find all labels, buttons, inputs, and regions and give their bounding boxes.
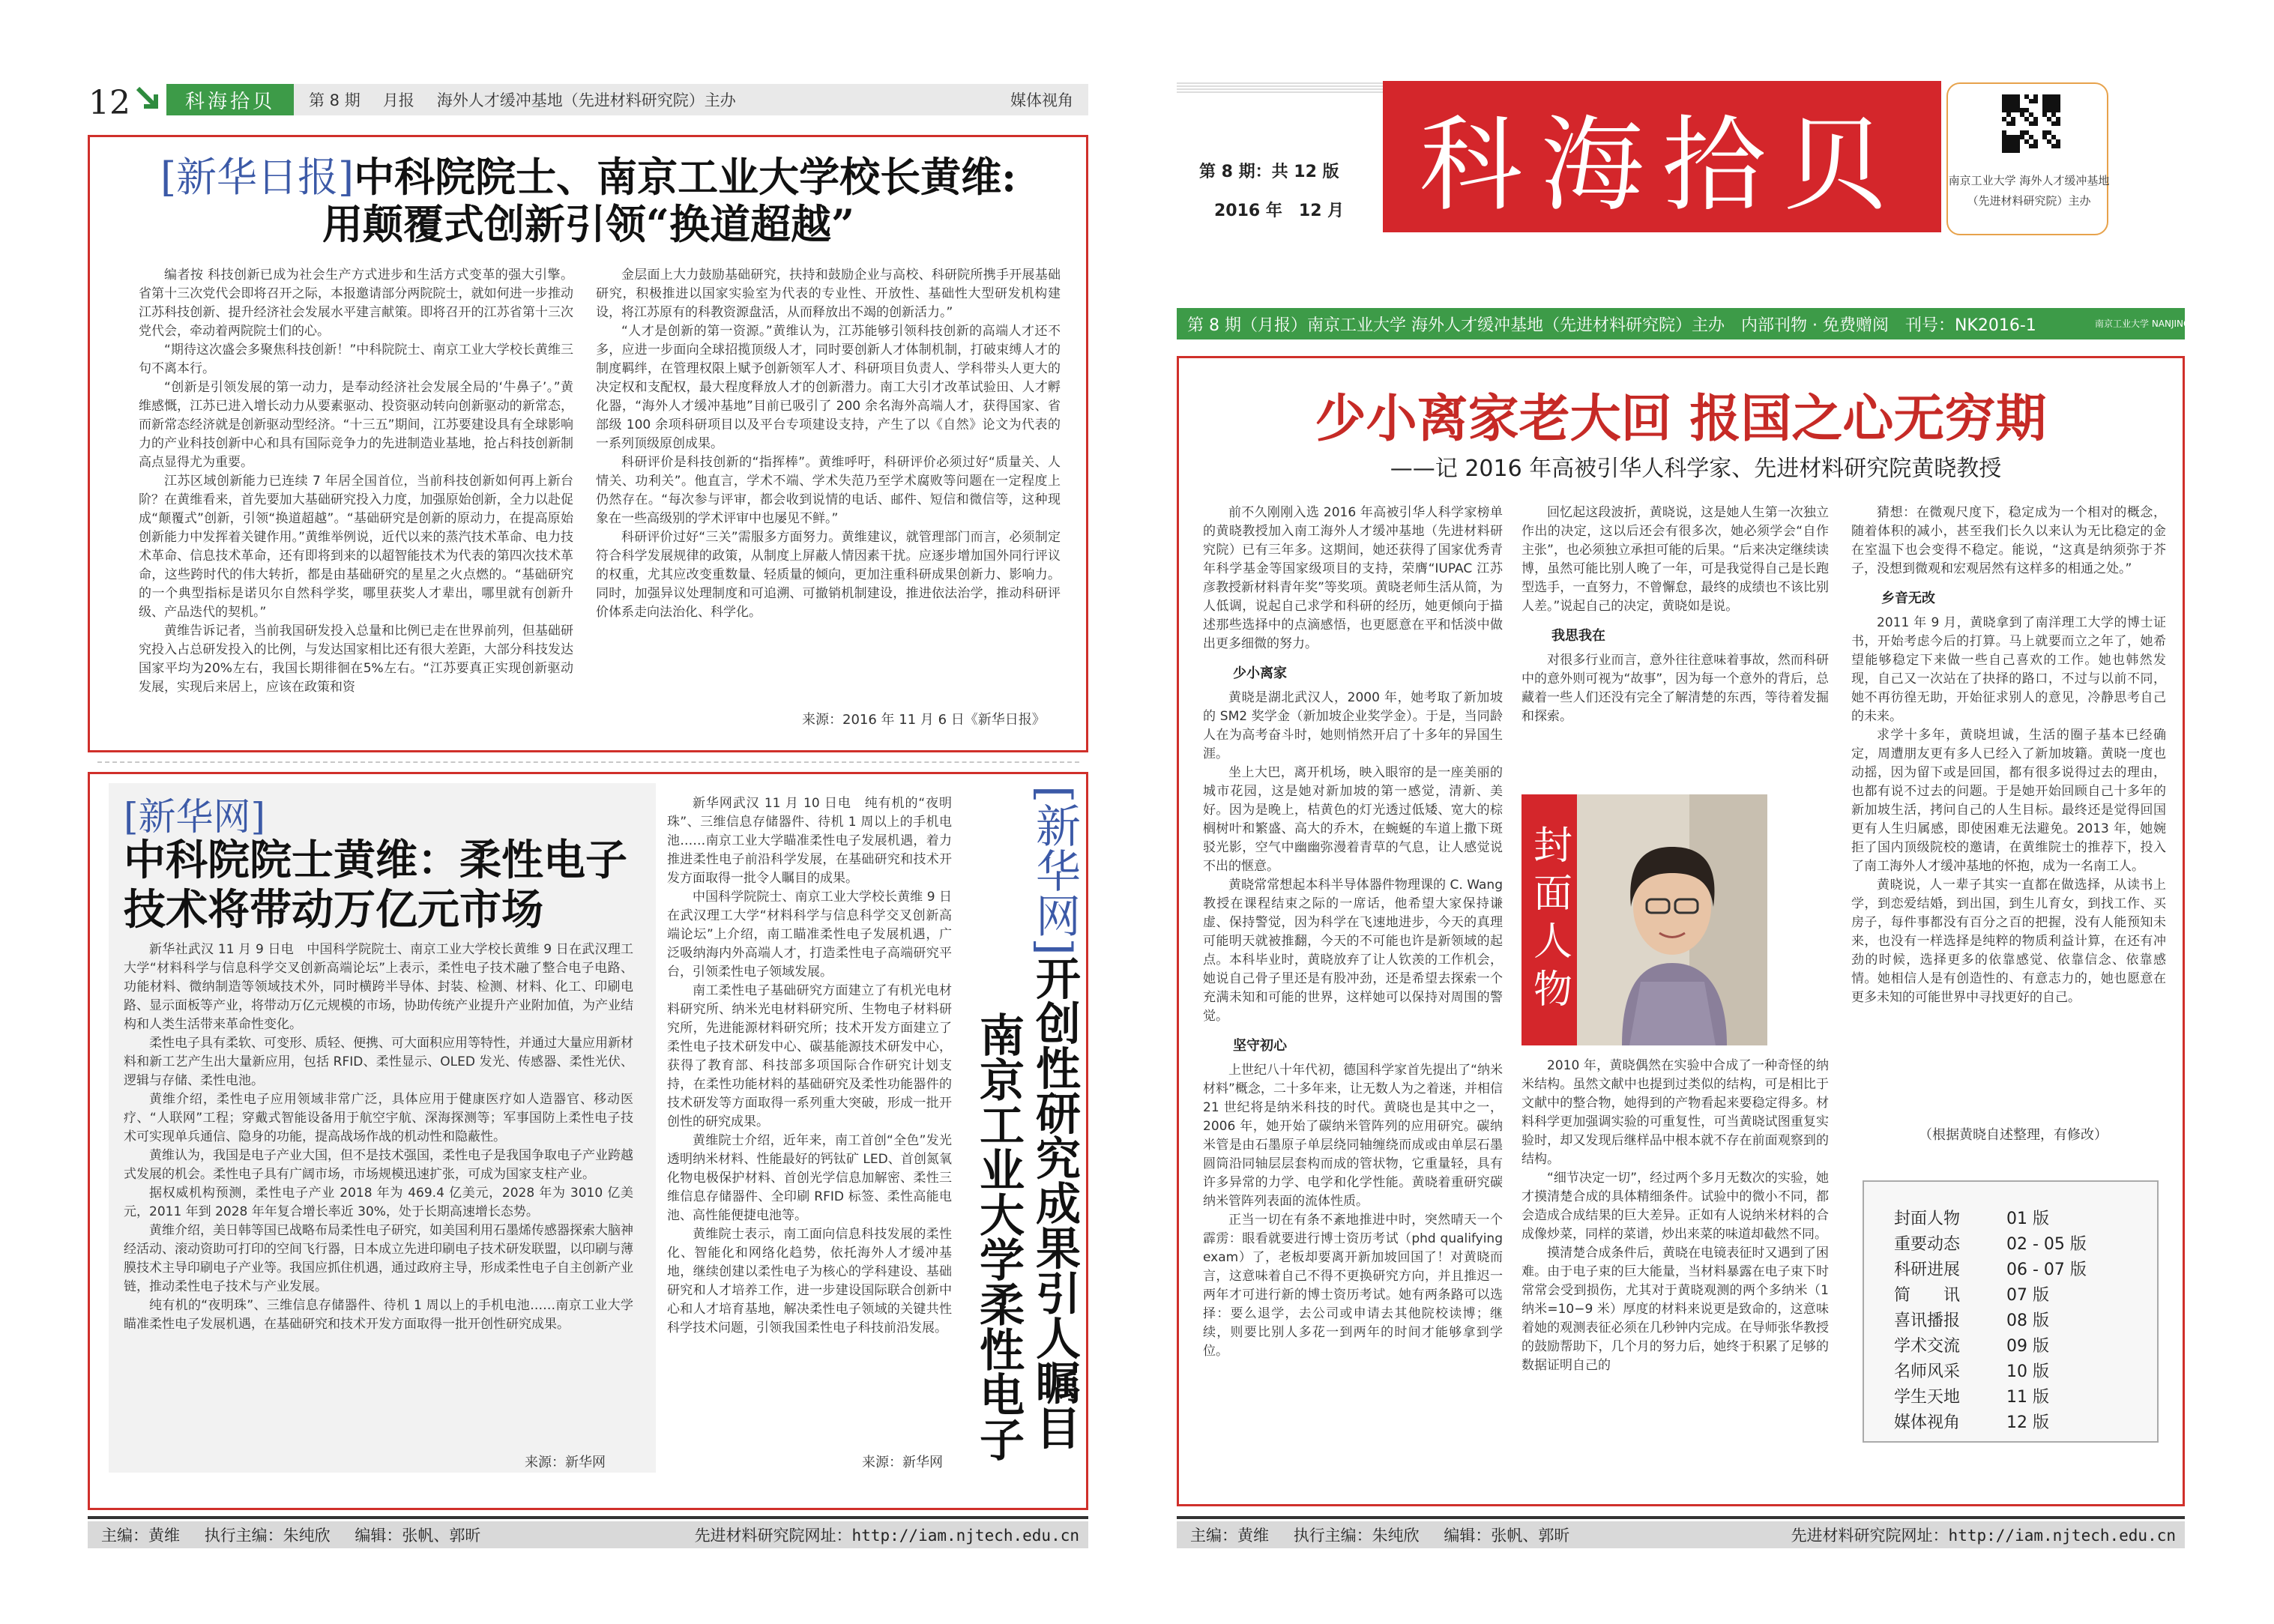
article1-col2 xyxy=(596,266,1061,701)
paragraph: “创新是引领发展的第一动力，是奉动经济社会发展全局的‘牛鼻子’。”黄维感慨，江苏已进入增长动力从要素驱动、投资驱动转向创新驱动的新常态，而新常态经济就是创新驱动型经济。“十三五”期间，江苏要建设具有全球影响力的产业科技创新中心和具有国际竞争力的先进制造业基地，抢占科技创新制高点显得尤为重要。 xyxy=(139,380,573,470)
footer-rule xyxy=(1177,1516,2185,1519)
footer-website: 先进材料研究院网址：http://iam.njtech.edu.cn xyxy=(694,1527,1079,1545)
paragraph: 科研评价过好“三关”需服多方面努力。黄维建议，就管理部门而言，必须制定符合科学发展规律的政策，从制度上屏蔽人情因素干扰。应逐步增加国外同行评议的权重，尤其应改变重数量、轻质量的倾向，更加注重科研成果创新力、影响力。同时，加强异议处理制度和可追溯、可撤销机制建设，推进依法治学，推动科研评价体系走向法治化、科学化。 xyxy=(596,530,1061,620)
paragraph: 中国科学院院士、南京工业大学校长黄维 9 日在武汉理工大学“材料科学与信息科学交叉创新高端论坛”上介绍，南工瞄准柔性电子发展机遇，广泛吸纳海内外高端人才，打造柔性电子高端研究平台，引领柔性电子领域发展。 xyxy=(667,890,952,979)
footer-editors xyxy=(1190,1524,1589,1546)
vtitle-text-2: 南京工业大学柔性电子 xyxy=(972,1012,1025,1461)
paragraph: 摸清楚合成条件后，黄晓在电镜表征时又遇到了困难。由于电子束的巨大能量，当材料暴露在电子束下时常常会受到损伤，尤其对于黄晓观测的两个多纳米（1 纳米=10−9 米）厚度的材料来说更是致命的，这意味着她的观测表征必须在几秒钟内完成。在导师张华教授的鼓励帮助下，几个月的努力后，她终于积累了足够的数据证明自己的 xyxy=(1521,1246,1829,1373)
article2-vtitle-col1 xyxy=(1028,785,1081,1467)
paragraph: 前不久刚刚入选 2016 年高被引华人科学家榜单的黄晓教授加入南工海外人才缓冲基地（先进材料研究院）已有三年多。这期间，她还获得了国家优秀青年科学基金等国家级项目的支持，荣膺“IUPAC 江苏彦教授新材料青年奖”等奖项。黄晓老师生活从简，为人低调，说起自己求学和科研的经历，她更倾向于描述那些选择中的点滴感悟，也更愿意在平和恬淡中做出更多细微的努力。 xyxy=(1203,505,1503,651)
vtitle-tag: [新华网] xyxy=(1028,785,1081,956)
toc-section-name: 学生天地 xyxy=(1894,1388,1961,1407)
toc-pages: 07 版 xyxy=(2006,1286,2049,1305)
toc-section-name: 喜讯播报 xyxy=(1894,1311,1961,1330)
paragraph: 科研评价是科技创新的“指挥棒”。黄维呼吁，科研评价必须过好“质量关、人情关、功利关”。他直言，学术不端、学术失范乃至学术腐败等问题在一定程度上仍然存在。“每次参与评审，都会收到说情的电话、邮件、短信和微信等，这种现象在一些高级别的学术评审中也屡见不鲜。” xyxy=(596,455,1061,526)
left-footer xyxy=(88,1521,1088,1548)
qr-caption-1: 南京工业大学 海外人才缓冲基地 xyxy=(1948,174,2110,187)
header-period: 月报 xyxy=(382,91,414,109)
paragraph: 江苏区域创新能力已连续 7 年居全国首位，当前科技创新如何再上新台阶？在黄维看来，首先要加大基础研究投入力度，加强原始创新，全力以赴促成“颠覆式”创新，引领“换道超越”。“基础研究是创新的原动力，在提高原始创新能力中发挥着关键作用。”黄维举例说，近代以来的蒸汽技术革命、电力技术革命、信息技术革命，还有即将到来的以超智能技术为代表的第四次技术革命，这些跨时代的伟大转折，都是由基础研究的星星之火点燃的。“基础研究的一个典型指标是诺贝尔自然科学奖，哪里获奖人才辈出，哪里就有创新升级、产品迭代的契机。” xyxy=(139,474,573,620)
section-heading: 少小离家 xyxy=(1233,665,1287,681)
paragraph: 黄维院士表示，南工面向信息科技发展的柔性化、智能化和网络化趋势，依托海外人才缓冲基地，继续创建以柔性电子为核心的学科建设、基础研究和人才培养工作，进一步建设国际联合创新中心和人才培育基地，解决柔性电子领域的关键共性科学技术问题，引领我国柔性电子科技前沿发展。 xyxy=(667,1227,952,1335)
left-page xyxy=(0,0,1124,1624)
paragraph: 新华社武汉 11 月 9 日电 中国科学院院士、南京工业大学校长黄维 9 日在武汉理工大学“材料科学与信息科学交叉创新高端论坛”上表示，柔性电子技术融了整合电子电路、功能材料、微纳制造等领域技术外，同时横跨半导体、封装、检测、材料、化工、印刷电路、显示面板等产业，将带动万亿元规模的市场，协助传统产业提升产业附加值，为产业结构和人类生活带来革命性变化。 xyxy=(124,942,633,1032)
toc-section-name: 名师风采 xyxy=(1894,1362,1961,1381)
paragraph: 回忆起这段波折，黄晓说，这是她人生第一次独立作出的决定，这以后还会有很多次，她必须学会“自作主张”，也必须独立承担可能的后果。“后来决定继续读博，虽然可能比别人晚了一年，可是我觉得自己是长跑型选手，一直努力，不曾懈怠，最终的成绩也不该比别人差。”说起自己的决定，黄晓如是说。 xyxy=(1521,505,1829,614)
toc-section-name: 简 讯 xyxy=(1894,1286,1961,1305)
paragraph: 2011 年 9 月，黄晓拿到了南洋理工大学的博士证书，开始考虑今后的打算。马上就要而立之年了，她希望能够稳定下来做一些自己喜欢的工作。她也韩然发现，自己又一次站在了抉择的路口，不过与以前不同，她不再彷徨无助，开始征求别人的意见，冷静思考自己的未来。 xyxy=(1851,615,2166,724)
toc-section-name: 重要动态 xyxy=(1894,1235,1961,1254)
header-issue: 第 8 期 xyxy=(309,91,361,109)
paragraph: 金层面上大力鼓励基础研究，扶持和鼓励企业与高校、科研院所携手开展基础研究，积极推进以国家实验室为代表的专业性、开放性、基础性大型研发机构建设，将江苏原有的科教资源盘活，从而释放出不竭的创新活力。” xyxy=(596,268,1061,320)
paragraph: 据权威机构预测，柔性电子产业 2018 年为 469.4 亿美元，2028 年为 3010 亿美元，2011 年到 2028 年年复合增长率近 30%，处于长期高速增长态势。 xyxy=(124,1186,633,1219)
toc-row[interactable] xyxy=(1894,1282,2049,1305)
feature-col3 xyxy=(1851,504,2166,1126)
article2-col1 xyxy=(124,941,633,1458)
feature-source: （根据黄晓自述整理，有修改） xyxy=(1919,1127,2108,1143)
article2-tag-text: [新华网] xyxy=(124,795,266,839)
paragraph: 对很多行业而言，意外往往意味着事故，然而科研中的意外则可视为“故事”，因为每一个意外的背后，总藏着一些人们还没有完全了解清楚的东西，等待着发掘和探索。 xyxy=(1521,653,1829,724)
toc-pages: 08 版 xyxy=(2006,1311,2049,1330)
portrait-photo xyxy=(1577,794,1767,1045)
article1-source: 来源：2016 年 11 月 6 日《新华日报》 xyxy=(802,712,1046,728)
footer-exec-editor: 执行主编：朱纯欣 xyxy=(1293,1527,1420,1545)
article1-title xyxy=(105,154,1072,247)
feature-col2-bottom xyxy=(1521,1057,1829,1485)
stripe-decor xyxy=(1177,82,1383,93)
article2-source-tag xyxy=(124,787,265,841)
toc-pages: 01 版 xyxy=(2006,1210,2049,1228)
paragraph: 黄晓常常想起本科半导体器件物理课的 C. Wang 教授在课程结束之际的一席话，他希望大家保持谦虚、保持警觉，因为科学在飞速地进步，今天的真理可能明天就被推翻，今天的不可能也许是新领域的起点。本科毕业时，黄晓放弃了让人钦羡的工作机会，她说自己骨子里还是有股冲劲，还是希望去探索一个充满未知和可能的世界，这样她可以保持对周围的警觉。 xyxy=(1203,878,1503,1024)
section-heading: 乡音无改 xyxy=(1881,591,1935,606)
article2-title: 中科院院士黄维：柔性电子技术将带动万亿元市场 xyxy=(124,836,627,935)
masthead: 科海拾贝 xyxy=(1383,81,1941,232)
paragraph: 黄晓是湖北武汉人，2000 年，她考取了新加坡的 SM2 奖学金（新加坡企业奖学金）。于是，当同龄人在为高考奋斗时，她则悄然开启了十多年的异国生涯。 xyxy=(1203,690,1503,761)
toc-pages: 02 - 05 版 xyxy=(2006,1235,2087,1254)
footer-editor: 主编：黄维 xyxy=(101,1527,180,1545)
cover-tag: 封面人物 xyxy=(1521,794,1577,1045)
date-line: 2016 年 12 月 xyxy=(1214,202,1345,220)
header-sponsor: 海外人才缓冲基地（先进材料研究院）主办 xyxy=(436,91,736,109)
issue-line: 第 8 期：共 12 版 xyxy=(1199,163,1339,181)
university-logo: 南京工业大学 NANJING TECH UNIVERSITY xyxy=(2095,318,2274,329)
header-logo: 科海拾贝 xyxy=(166,84,294,115)
toc-row[interactable] xyxy=(1894,1257,2087,1280)
feature-col1 xyxy=(1203,504,1503,1485)
page-number: 12 xyxy=(88,84,130,122)
article1-title-line2: 用颠覆式创新引领“换道超越” xyxy=(322,200,855,248)
paragraph: “细节决定一切”，经过两个多月无数次的实验，她才摸清楚合成的具体精细条件。试验中的微小不同，都会造成合成结果的巨大差异。正如有人说纳米材料的合成像炒菜，同样的菜谱，炒出来菜的味道却截然不同。 xyxy=(1521,1171,1829,1242)
paragraph: “期待这次盛会多聚焦科技创新！”中科院院士、南京工业大学校长黄维三句不离本行。 xyxy=(139,342,573,376)
paragraph: 黄维告诉记者，当前我国研发投入总量和比例已走在世界前列，但基础研究投入占总研发投入的比例，与发达国家相比还有很大差距，大部分科技发达国家平均为20%左右，我国长期徘徊在5%左右。“江苏要真正实现创新驱动发展，实现后来居上，应该在政策和资 xyxy=(139,624,573,695)
feature-headline: 少小离家老大回 报国之心无穷期 xyxy=(1315,389,2047,449)
toc-section-name: 学术交流 xyxy=(1894,1337,1961,1356)
right-footer xyxy=(1177,1521,2185,1548)
toc-pages: 12 版 xyxy=(2006,1413,2049,1432)
toc-pages: 06 - 07 版 xyxy=(2006,1261,2087,1279)
toc-section-name: 科研进展 xyxy=(1894,1261,1961,1279)
footer-website: 先进材料研究院网址：http://iam.njtech.edu.cn xyxy=(1791,1527,2176,1545)
qr-caption-2: （先进材料研究院）主办 xyxy=(1967,194,2091,208)
portrait-image xyxy=(1577,794,1767,1045)
qr-card xyxy=(1946,82,2108,235)
paragraph: 黄维院士介绍，近年来，南工首创“全色”发光透明纳米材料、性能最好的钙钛矿 LED、首创氮氧化物电极保护材料、首创光学信息加解密、柔性三维信息存储器件、全印刷 RFID 标签、柔性高能电池、高性能便捷电池等。 xyxy=(667,1133,952,1223)
paragraph: 黄维介绍，美日韩等国已战略布局柔性电子研究，如美国利用石墨烯传感器探索大脑神经活动、滚动资助可打印的空间飞行器，日本成立先进印刷电子技术研发联盟，以印刷与薄膜技术主导印刷电子产业等。我国应抓住机遇，通过政府主导，形成柔性电子自主创新产业链，推动柔性电子技术与产业发展。 xyxy=(124,1223,633,1294)
paragraph: 上世纪八十年代初，德国科学家首先提出了“纳米材料”概念，二十多年来，让无数人为之着迷，并相信 21 世纪将是纳米科技的时代。黄晓也是其中之一，2006 年，她开始了碳纳米管阵列的应用研究。碳纳米管是由石墨原子单层绕同轴缠绕而成或由单层石墨圆筒沿同轴层层套构而成的管状物，它重量轻，具有许多异常的力学、电学和化学性能。黄晓着重研究碳纳米管阵列表面的流体性质。 xyxy=(1203,1063,1503,1209)
vtitle-text-1: 开创性研究成果引人瞩目 xyxy=(1028,955,1081,1450)
feature-col2-top xyxy=(1521,504,1829,788)
paragraph: 编者按 科技创新已成为社会生产方式进步和生活方式变革的强大引擎。省第十三次党代会即将召开之际，本报邀请部分两院院士，就如何进一步推动江苏科技创新、提升经济社会发展水平建言献策。即将召开的江苏省第十三次党代会，牵动着两院院士们的心。 xyxy=(139,268,573,339)
article2-col2-source: 来源：新华网 xyxy=(862,1455,943,1470)
toc-row[interactable] xyxy=(1894,1359,2049,1382)
paragraph: 纯有机的“夜明珠”、三维信息存储器件、待机 1 周以上的手机电池……南京工业大学瞄准柔性电子发展机遇，在基础研究和技术开发方面取得一批开创性研究成果。 xyxy=(124,1298,633,1332)
paragraph: 正当一切在有条不紊地推进中时，突然晴天一个霹雳：眼看就要进行博士资历考试（phd qualifying exam）了，老板却要离开新加坡回国了！对黄晓而言，这意味着自己不得不更换研究方向，并且推迟一两年才可进行新的博士资历考试。她有两条路可以选择：要么退学，去公司或申请去其他院校读博；继续，则要比别人多花一到两年的时间才能够拿到学位。 xyxy=(1203,1213,1503,1359)
table-of-contents xyxy=(1863,1180,2159,1443)
toc-row[interactable] xyxy=(1894,1231,2087,1255)
toc-row[interactable] xyxy=(1894,1206,2049,1229)
section-divider xyxy=(97,761,1079,763)
footer-exec-editor: 执行主编：朱纯欣 xyxy=(204,1527,331,1545)
footer-staff: 编辑：张帆、郭昕 xyxy=(1444,1527,1570,1545)
article2-col1-source: 来源：新华网 xyxy=(525,1455,606,1470)
footer-editors xyxy=(101,1524,500,1546)
toc-row[interactable] xyxy=(1894,1308,2049,1331)
article1-source-tag: [新华日报] xyxy=(160,154,355,201)
paragraph: 求学十多年，黄晓坦诚，生活的圈子基本已经确定，周遭朋友更有多人已经入了新加坡籍。黄晓一度也动摇，因为留下或是回国，都有很多说得过去的理由，也都有说不过去的问题。于是她开始回顾自己十多年的新加坡生活，拷问自己的人生目标。最终还是觉得回国更有人生归属感，即使困难无法避免。2013 年，她婉拒了国内顶级院校的邀请，在黄维院士的推荐下，投入了南工海外人才缓冲基地的怀抱，成为一名南工人。 xyxy=(1851,728,2166,874)
paragraph: 新华网武汉 11 月 10 日电 纯有机的“夜明珠”、三维信息存储器件、待机 1 周以上的手机电池……南京工业大学瞄准柔性电子发展机遇，着力推进柔性电子前沿科学发展，在基础研究和技术开发方面取得一批令人瞩目的成果。 xyxy=(667,796,952,886)
toc-pages: 11 版 xyxy=(2006,1388,2049,1407)
banner-text: 第 8 期（月报）南京工业大学 海外人才缓冲基地（先进材料研究院）主办 内部刊物 · 免费赠阅 刊号：NK2016-1 xyxy=(1187,316,2036,335)
article2-col2 xyxy=(667,794,952,1450)
paragraph: 2010 年，黄晓偶然在实验中合成了一种奇怪的纳米结构。虽然文献中也提到过类似的结构，可是相比于文献中的整合物，她得到的产物看起来要稳定得多。材料科学更加强调实验的可重复性，可当黄晓试图重复实验时，却又发现后继样品中根本就不存在前面观察到的结构。 xyxy=(1521,1058,1829,1167)
footer-staff: 编辑：张帆、郭昕 xyxy=(355,1527,481,1545)
footer-rule xyxy=(88,1516,1088,1519)
footer-editor: 主编：黄维 xyxy=(1190,1527,1269,1545)
paragraph: 黄维介绍，柔性电子应用领域非常广泛，具体应用于健康医疗如人造器官、移动医疗、“人联网”工程；穿戴式智能设备用于航空宇航、深海探测等；军事国防上柔性电子技术可实现单兵通信、隐身的功能，提高战场作战的机动性和隐蔽性。 xyxy=(124,1092,633,1144)
article2-vtitle-col2 xyxy=(972,787,1025,1469)
section-heading: 我思我在 xyxy=(1551,628,1605,644)
paragraph: 柔性电子具有柔软、可变形、质轻、便携、可大面积应用等特性，并通过大量应用新材料和新工艺产生出大量新应用，包括 RFID、柔性显示、OLED 发光、传感器、柔性光伏、逻辑与存储、柔性电池。 xyxy=(124,1036,633,1088)
paragraph: 黄晓说，人一辈子其实一直都在做选择，从读书上学，到恋爱结婚，到出国，到生儿育女，到找工作、买房子，每件事都没有百分之百的把握，没有人能预知未来，也没有一样选择是纯粹的物质利益计算，在还有冲劲的时候，选择更多的依靠感觉、依靠信念、依靠感情。她相信人是有创造性的、有意志力的，她也愿意在更多未知的可能世界中寻找更好的自己。 xyxy=(1851,878,2166,1005)
toc-section-name: 媒体视角 xyxy=(1894,1413,1961,1432)
arrow-icon xyxy=(133,84,163,115)
toc-row[interactable] xyxy=(1894,1384,2049,1407)
feature-subhead: ——记 2016 年高被引华人科学家、先进材料研究院黄晓教授 xyxy=(1390,456,2002,482)
article1-title-line1: 中科院院士、南京工业大学校长黄维: xyxy=(354,153,1017,201)
paragraph: 南工柔性电子基础研究方面建立了有机光电材料研究所、纳米光电材料研究所、生物电子材料研究所，先进能源材料研究所；技术开发方面建立了柔性电子技术研发中心、碳基能源技术研发中心，获得了教育部、科技部多项国际合作研究计划支持，在柔性功能材料的基础研究及柔性功能器件的技术研发等方面取得一系列重大突破，形成一批开创性的研究成果。 xyxy=(667,983,952,1129)
paragraph: 猜想：在微观尺度下，稳定成为一个相对的概念，随着体积的减小，甚至我们长久以来认为无比稳定的金在室温下也会变得不稳定。能说，“这真是纳须弥于芥子，没想到微观和宏观居然有这样多的相通之处。” xyxy=(1851,505,2166,576)
toc-row[interactable] xyxy=(1894,1333,2049,1356)
header-section: 媒体视角 xyxy=(1010,91,1073,109)
section-heading: 坚守初心 xyxy=(1233,1038,1287,1054)
paragraph: “人才是创新的第一资源。”黄维认为，江苏能够引领科技创新的高端人才还不多，应进一步面向全球招揽顶级人才，同时要创新人才体制机制，打破束缚人才的制度羁绊，在管理权限上赋予创新领军人才、科研项目负责人、学科带头人更大的决定权和支配权，最大程度释放人才的创新潜力。南工大引才改革试验田、人才孵化器，“海外人才缓冲基地”目前已吸引了 200 余名海外高端人才，获得国家、省部级 100 余项科研项目以及平台专项建设支持，产生了以《自然》论文为代表的一系列顶级原创成果。 xyxy=(596,324,1061,451)
toc-pages: 09 版 xyxy=(2006,1337,2049,1356)
paragraph: 坐上大巴，离开机场，映入眼帘的是一座美丽的城市花园，这是她对新加坡的第一感觉，清新、美好。因为是晚上，桔黄色的灯光透过低矮、宽大的棕榈树叶和繁盛、高大的乔木，在蜿蜒的车道上撒下斑驳光影，空气中幽幽弥漫着青草的气息，让人感觉说不出的惬意。 xyxy=(1203,765,1503,874)
left-header-bar xyxy=(294,84,1088,115)
toc-pages: 10 版 xyxy=(2006,1362,2049,1381)
qr-code-icon[interactable] xyxy=(2002,94,2060,153)
banner xyxy=(1177,308,2274,339)
toc-row[interactable] xyxy=(1894,1410,2049,1433)
article1-col1 xyxy=(139,266,573,716)
paragraph: 黄维认为，我国是电子产业大国，但不是技术强国，柔性电子是我国争取电子产业跨越式发展的机会。柔性电子具有广阔市场，市场规模迅速扩张，可成为国家支柱产业。 xyxy=(124,1148,633,1182)
toc-section-name: 封面人物 xyxy=(1894,1210,1961,1228)
